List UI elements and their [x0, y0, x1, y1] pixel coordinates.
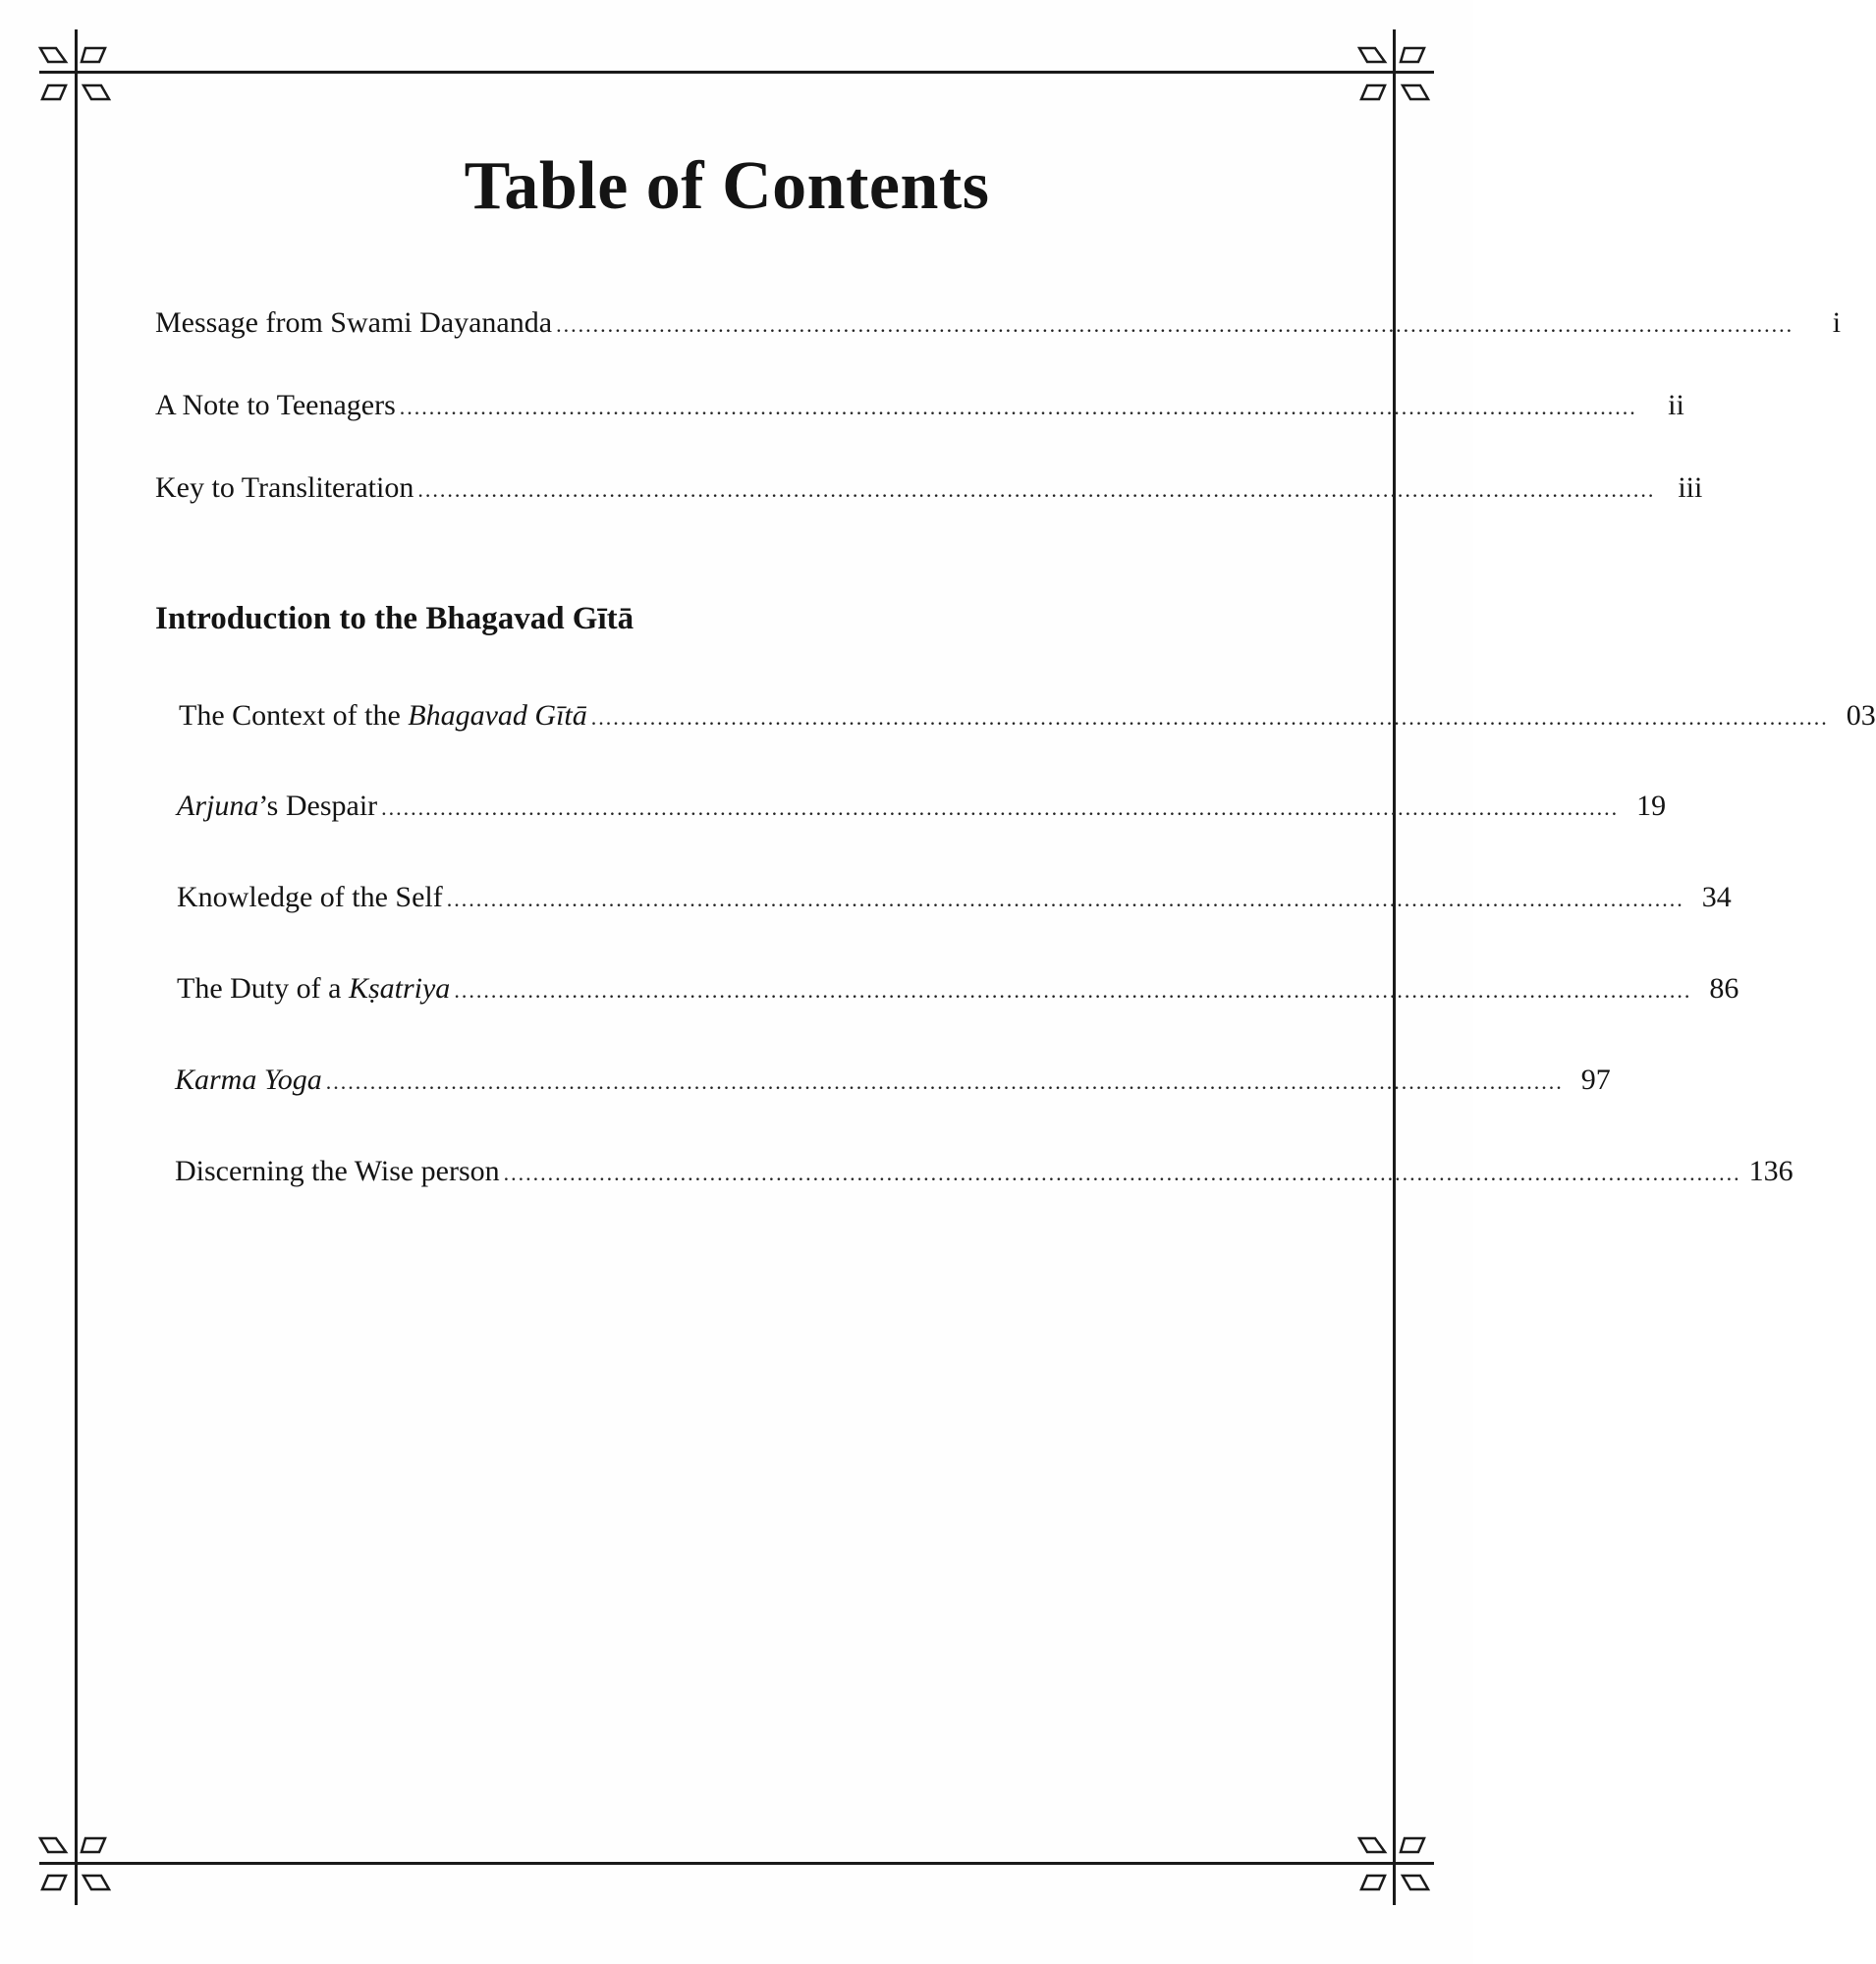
leader-dots: ........................................................................................................................................................................ — [503, 1161, 1741, 1185]
toc-entry-context[interactable] — [179, 699, 1876, 733]
toc-entry-page: 03 — [1846, 699, 1876, 732]
leader-dots: ........................................................................................................................................................................ — [417, 477, 1656, 502]
frame-bottom-line — [39, 1862, 1434, 1865]
toc-entry-page: 34 — [1701, 881, 1732, 913]
toc-entry-label: The Context of the Bhagavad Gītā — [179, 699, 587, 732]
corner-ornament-icon — [1355, 1825, 1434, 1903]
toc-entry-label: Knowledge of the Self — [177, 881, 443, 913]
leader-dots: ........................................................................................................................................................................ — [399, 395, 1637, 419]
leader-dots: ........................................................................................................................................................................ — [454, 978, 1692, 1003]
frame-top-line — [39, 71, 1434, 74]
toc-entry-message[interactable] — [155, 306, 1842, 340]
page-title: Table of Contents — [464, 148, 990, 224]
leader-dots: ........................................................................................................................................................................ — [381, 795, 1620, 820]
toc-entry-page: iii — [1678, 471, 1703, 504]
toc-entry-label: Discerning the Wise person — [175, 1155, 500, 1187]
leader-dots: ........................................................................................................................................................................ — [590, 705, 1829, 730]
toc-entry-duty-of-ksatriya[interactable] — [177, 972, 1739, 1006]
toc-entry-page: 86 — [1709, 972, 1739, 1005]
toc-entry-arjunas-despair[interactable] — [177, 790, 1667, 823]
toc-entry-knowledge-of-self[interactable] — [177, 881, 1732, 914]
toc-entry-key-to-transliteration[interactable] — [155, 471, 1703, 505]
toc-entry-label: Key to Transliteration — [155, 471, 414, 504]
leader-dots: ........................................................................................................................................................................ — [446, 887, 1684, 911]
corner-ornament-icon — [36, 1825, 115, 1903]
leader-dots: ........................................................................................................................................................................ — [556, 312, 1794, 337]
toc-entry-label: A Note to Teenagers — [155, 389, 396, 421]
toc-entry-page: 97 — [1580, 1064, 1611, 1096]
leader-dots: ........................................................................................................................................................................ — [325, 1069, 1564, 1094]
toc-entry-page: 136 — [1748, 1155, 1793, 1187]
toc-entry-page: ii — [1668, 389, 1684, 421]
frame-left-line — [75, 29, 78, 1905]
toc-entry-label: Arjuna’s Despair — [177, 790, 378, 822]
frame-right-line — [1393, 29, 1396, 1905]
section-heading: Introduction to the Bhagavad Gītā — [155, 601, 635, 636]
toc-entry-label: Karma Yoga — [175, 1064, 322, 1096]
toc-entry-note-to-teenagers[interactable] — [155, 389, 1684, 422]
toc-entry-karma-yoga[interactable] — [175, 1064, 1611, 1097]
toc-entry-page: 19 — [1636, 790, 1667, 822]
corner-ornament-icon — [1355, 34, 1434, 113]
corner-ornament-icon — [36, 34, 115, 113]
toc-entry-label: The Duty of a Kṣatriya — [177, 972, 451, 1005]
toc-entry-label: Message from Swami Dayananda — [155, 306, 553, 339]
toc-entry-page: i — [1832, 306, 1842, 339]
toc-entry-discerning-wise-person[interactable] — [175, 1155, 1793, 1188]
